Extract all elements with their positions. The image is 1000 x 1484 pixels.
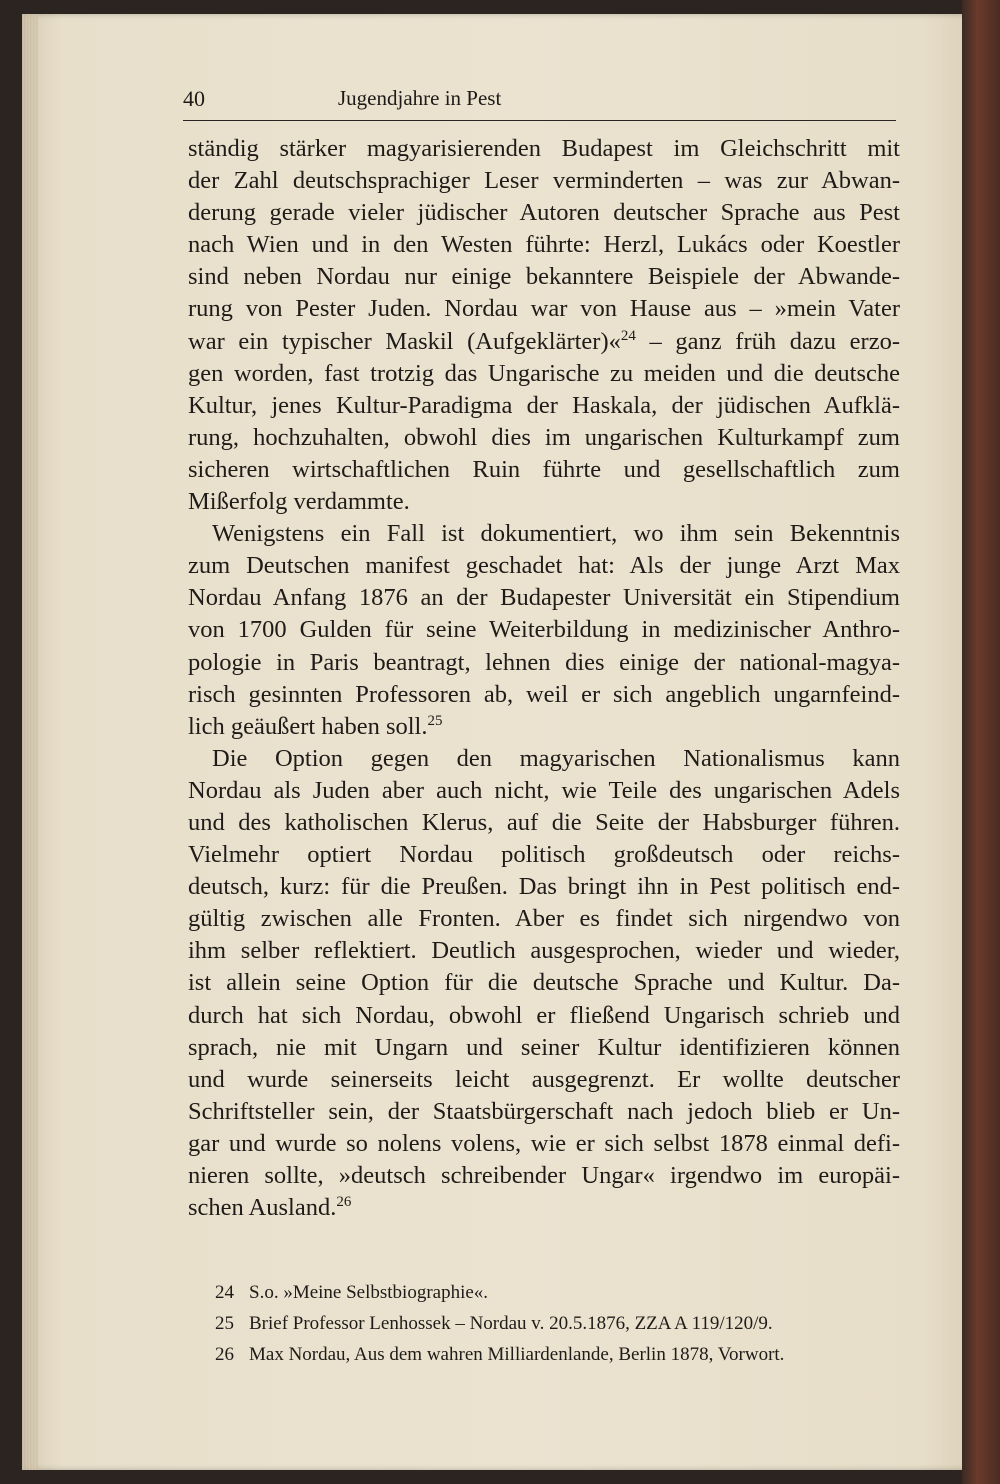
text-line: Kultur, jenes Kultur-Paradigma der Haskala, der jüdischen Aufklä-: [188, 391, 900, 419]
text-line: Wenigstens ein Fall ist dokumentiert, wo ihm sein Bekenntnis: [212, 520, 900, 548]
header-rule: [183, 120, 896, 121]
running-title: Jugendjahre in Pest: [338, 86, 502, 110]
text-line: Die Option gegen den magyarischen Nationalismus kann: [212, 744, 900, 772]
text-line: deutsch, kurz: für die Preußen. Das bringt ihn in Pest politisch end-: [188, 873, 900, 901]
text-segment: war ein typischer Maskil (Aufgeklärter)«: [188, 327, 621, 355]
text-segment: – ganz früh dazu erzo-: [635, 327, 900, 355]
paragraph: [188, 518, 900, 743]
text-line: nach Wien und in den Westen führte: Herzl, Lukács oder Koestler: [188, 231, 900, 259]
body-text: [188, 133, 900, 1224]
text-line: der Zahl deutschsprachiger Leser verminderten – was zur Abwan-: [188, 167, 900, 195]
page-number: 40: [183, 86, 205, 111]
text-line: von 1700 Gulden für seine Weiterbildung in medizinischer Anthro-: [188, 616, 900, 644]
text-line: gar und wurde so nolens volens, wie er sich selbst 1878 einmal defi-: [188, 1129, 900, 1157]
paragraph: [188, 133, 900, 518]
footnotes: [215, 1277, 895, 1370]
text-segment: schen Ausland.: [188, 1194, 337, 1222]
text-line: Schriftsteller sein, der Staatsbürgerschaft nach jedoch blieb er Un-: [188, 1097, 900, 1125]
footnote-text: S.o. »Meine Selbstbiographie«.: [249, 1282, 489, 1303]
page-edges: [22, 14, 38, 1470]
text-line: ist allein seine Option für die deutsche Sprache und Kultur. Da-: [188, 969, 900, 997]
text-line: [188, 711, 900, 743]
text-line: und wurde seinerseits leicht ausgegrenzt. Er wollte deutscher: [188, 1065, 900, 1093]
text-line: Nordau Anfang 1876 an der Budapester Universität ein Stipendium: [188, 584, 900, 612]
text-segment: lich geäußert haben soll.: [188, 712, 428, 740]
text-line: risch gesinnten Professoren ab, weil er sich angeblich ungarnfeind-: [188, 680, 900, 708]
footnote-number: 24: [215, 1282, 234, 1303]
footnote-text: Max Nordau, Aus dem wahren Milliardenlande, Berlin 1878, Vorwort.: [249, 1344, 785, 1365]
text-line: pologie in Paris beantragt, lehnen dies einige der national-magya-: [188, 648, 900, 676]
footnote: [215, 1339, 895, 1370]
text-line: [188, 1192, 900, 1224]
running-header: [183, 86, 896, 122]
text-line: derung gerade vieler jüdischer Autoren deutscher Sprache aus Pest: [188, 199, 900, 227]
book-cover-edge: [962, 0, 1000, 1484]
text-line: ständig stärker magyarisierenden Budapest im Gleichschritt mit: [188, 135, 900, 162]
text-line: rung von Pester Juden. Nordau war von Hause aus – »mein Vater: [188, 295, 900, 323]
footnote: [215, 1277, 895, 1308]
footnote-number: 26: [215, 1344, 234, 1365]
text-line: gültig zwischen alle Fronten. Aber es findet sich nirgendwo von: [188, 905, 900, 933]
text-line: sprach, nie mit Ungarn und seiner Kultur identifizieren können: [188, 1033, 900, 1061]
text-line: nieren sollte, »deutsch schreibender Ungar« irgendwo im europäi-: [188, 1162, 900, 1189]
footnote-reference: 25: [427, 712, 443, 729]
footnote: [215, 1308, 895, 1339]
text-line: rung, hochzuhalten, obwohl dies im ungarischen Kulturkampf zum: [188, 423, 900, 451]
footnote-reference: 24: [620, 327, 636, 344]
footnote-text: Brief Professor Lenhossek – Nordau v. 20.5.1876, ZZA A 119/120/9.: [249, 1313, 773, 1334]
text-line: zum Deutschen manifest geschadet hat: Als der junge Arzt Max: [188, 552, 900, 580]
text-line: [188, 326, 900, 358]
text-line: Mißerfolg verdammte.: [188, 488, 410, 516]
text-line: gen worden, fast trotzig das Ungarische zu meiden und die deutsche: [188, 359, 900, 387]
text-line: und des katholischen Klerus, auf die Seite der Habsburger führen.: [188, 808, 900, 836]
text-line: Nordau als Juden aber auch nicht, wie Teile des ungarischen Adels: [188, 776, 900, 804]
text-line: sicheren wirtschaftlichen Ruin führte und gesellschaftlich zum: [188, 455, 900, 483]
text-line: durch hat sich Nordau, obwohl er fließend Ungarisch schrieb und: [188, 1001, 900, 1029]
text-line: sind neben Nordau nur einige bekanntere Beispiele der Abwande-: [188, 263, 900, 291]
footnote-reference: 26: [336, 1194, 352, 1211]
text-line: Vielmehr optiert Nordau politisch großdeutsch oder reichs-: [188, 841, 900, 869]
paragraph: [188, 743, 900, 1224]
footnote-number: 25: [215, 1313, 234, 1334]
text-line: ihm selber reflektiert. Deutlich ausgesprochen, wieder und wieder,: [188, 937, 900, 965]
